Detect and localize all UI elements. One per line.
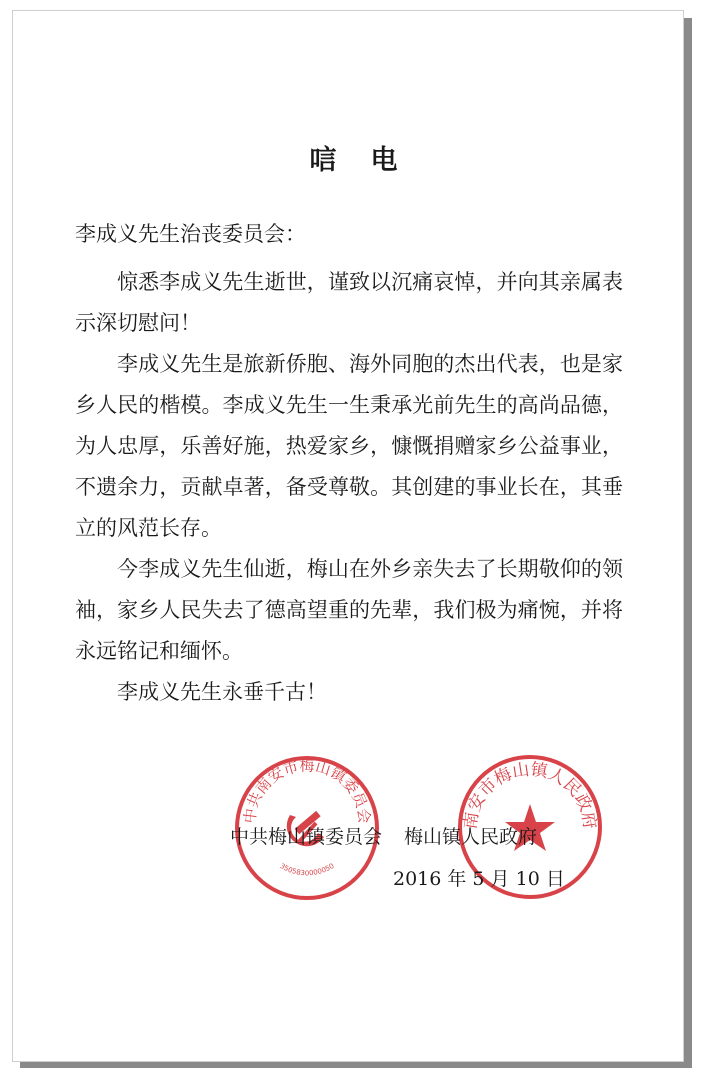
- paragraph-2: 李成义先生是旅新侨胞、海外同胞的杰出代表，也是家乡人民的楷模。李成义先生一生秉承光前先生的高尚品德，为人忠厚，乐善好施，热爱家乡，慷慨捐赠家乡公益事业，不遗余力，贡献卓著，备受尊敬。其创建的事业长在，其垂立的风范长存。: [75, 352, 623, 540]
- signatories: [230, 822, 537, 849]
- salutation: 李成义先生治丧委员会：: [75, 222, 306, 246]
- paragraph-3: 今李成义先生仙逝，梅山在外乡亲失去了长期敬仰的领袖，家乡人民失去了德高望重的先辈，我们极为痛惋，并将永远铭记和缅怀。: [75, 557, 623, 663]
- signatory-town-government: 梅山镇人民政府: [404, 826, 538, 848]
- seal-text: 中共南安市梅山镇委员会: [240, 756, 374, 825]
- document-date: 2016 年 5 月 10 日: [393, 868, 565, 890]
- document-body: [75, 262, 623, 713]
- document-title: 唁电: [309, 145, 432, 176]
- seal-text: 南安市梅山镇人民政府: [460, 759, 600, 831]
- paragraph-1: 惊悉李成义先生逝世，谨致以沉痛哀悼，并向其亲属表示深切慰问！: [75, 270, 623, 335]
- signatory-party-committee: 中共梅山镇委员会: [230, 826, 383, 848]
- seal-code: 3505830000050: [278, 861, 336, 878]
- paragraph-4: 李成义先生永垂千古！: [117, 680, 327, 704]
